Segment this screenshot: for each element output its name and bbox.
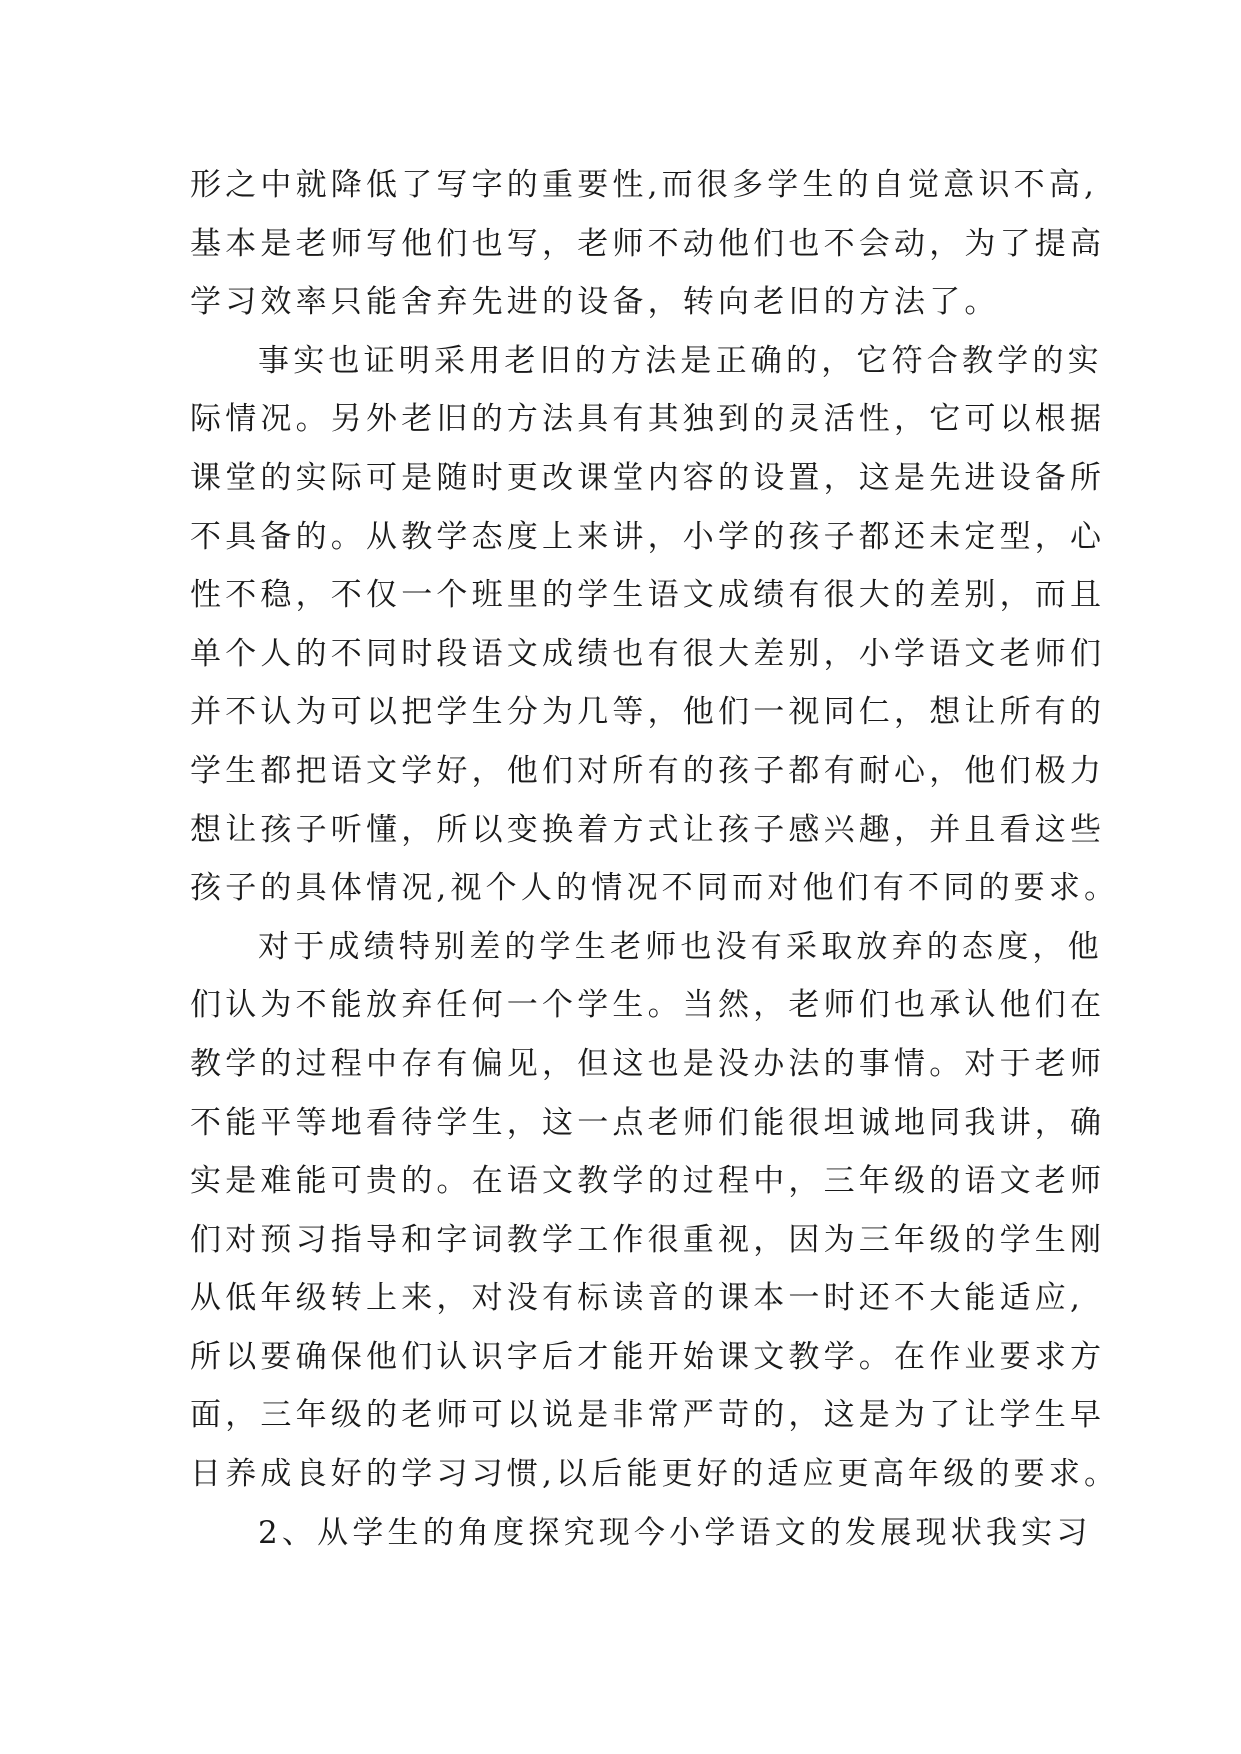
text-line: 不能平等地看待学生，这一点老师们能很坦诚地同我讲，确 xyxy=(190,1104,1106,1141)
text-line: 所以要确保他们认识字后才能开始课文教学。在作业要求方 xyxy=(190,1338,1106,1375)
text-line: 形之中就降低了写字的重要性,而很多学生的自觉意识不高, xyxy=(190,167,1099,203)
paragraph-first-line: 事实也证明采用老旧的方法是正确的，它符合教学的实 xyxy=(258,342,1103,379)
text-line: 基本是老师写他们也写，老师不动他们也不会动，为了提高 xyxy=(190,225,1106,262)
body-text xyxy=(190,156,1120,1562)
text-line: 际情况。另外老旧的方法具有其独到的灵活性，它可以根据 xyxy=(190,401,1106,438)
text-line: 们认为不能放弃任何一个学生。当然，老师们也承认他们在 xyxy=(190,987,1106,1024)
text-line: 学生都把语文学好，他们对所有的孩子都有耐心，他们极力 xyxy=(190,752,1106,789)
text-line: 单个人的不同时段语文成绩也有很大差别，小学语文老师们 xyxy=(190,635,1106,672)
text-line: 教学的过程中存有偏见，但这也是没办法的事情。对于老师 xyxy=(190,1045,1106,1082)
text-line: 孩子的具体情况,视个人的情况不同而对他们有不同的要求。 xyxy=(190,870,1120,907)
text-line: 性不稳，不仅一个班里的学生语文成绩有很大的差别，而且 xyxy=(190,577,1106,614)
text-line: 并不认为可以把学生分为几等，他们一视同仁，想让所有的 xyxy=(190,694,1106,731)
text-line: 课堂的实际可是随时更改课堂内容的设置，这是先进设备所 xyxy=(190,459,1106,496)
text-line: 学习效率只能舍弃先进的设备，转向老旧的方法了。 xyxy=(190,284,1000,321)
text-line: 们对预习指导和字词教学工作很重视，因为三年级的学生刚 xyxy=(190,1221,1106,1258)
text-line: 面，三年级的老师可以说是非常严苛的，这是为了让学生早 xyxy=(190,1397,1106,1434)
text-line: 从低年级转上来，对没有标读音的课本一时还不大能适应, xyxy=(190,1280,1085,1317)
paragraph-first-line: 2、从学生的角度探究现今小学语文的发展现状我实习 xyxy=(258,1514,1092,1551)
text-line: 日养成良好的学习习惯,以后能更好的适应更高年级的要求。 xyxy=(190,1456,1120,1493)
text-line: 不具备的。从教学态度上来讲，小学的孩子都还未定型，心 xyxy=(190,518,1106,555)
text-line: 想让孩子听懂，所以变换着方式让孩子感兴趣，并且看这些 xyxy=(190,811,1106,848)
text-line: 实是难能可贵的。在语文教学的过程中，三年级的语文老师 xyxy=(190,1163,1106,1200)
paragraph-first-line: 对于成绩特别差的学生老师也没有采取放弃的态度，他 xyxy=(258,928,1103,965)
